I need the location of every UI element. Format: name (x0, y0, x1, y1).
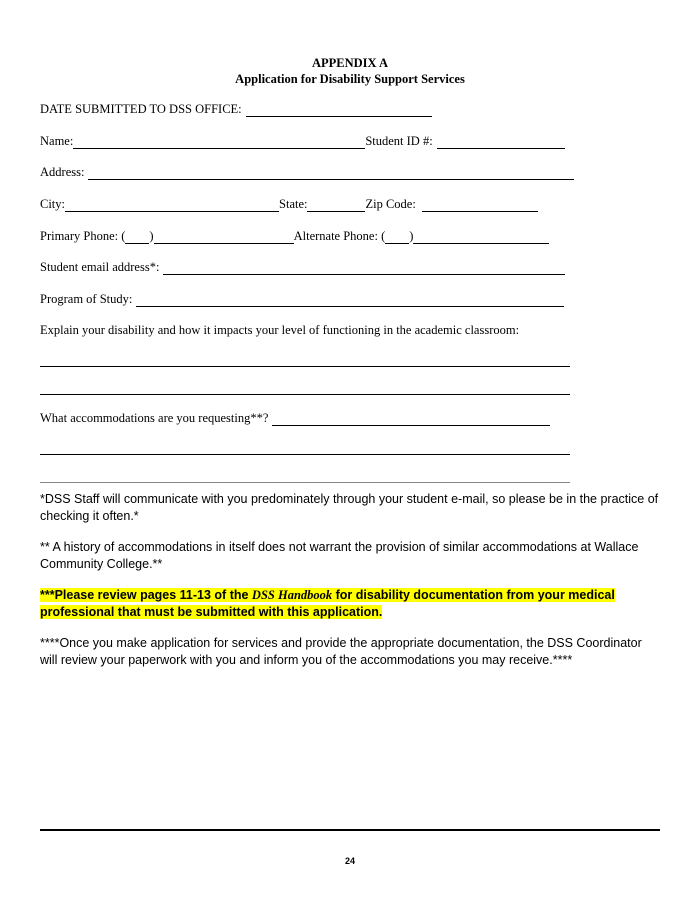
date-submitted-row (40, 99, 432, 117)
city-label: City: (40, 197, 66, 211)
documentation-note-highlight (40, 588, 615, 602)
documentation-note-line2: professional that must be submitted with this application. (40, 605, 383, 619)
alternate-phone-label: Alternate Phone: ( (293, 229, 386, 243)
documentation-note-line1-end: for disability documentation from your medical (332, 588, 615, 602)
primary-area-code-field[interactable] (125, 230, 149, 244)
program-row (40, 289, 564, 307)
explain-label: Explain your disability and how it impacts your level of functioning in the academic classroom: (40, 323, 520, 337)
alternate-paren-close: ) (409, 229, 414, 243)
name-field[interactable] (73, 135, 365, 149)
accommodations-field[interactable] (272, 412, 550, 426)
review-note: ****Once you make application for services and provide the appropriate documentation, the DSS Coordinator will review your paperwork with you and inform you of the accommodations you may receive.**** (40, 636, 642, 667)
program-label: Program of Study: (40, 292, 133, 306)
email-row (40, 257, 565, 275)
address-label: Address: (40, 165, 85, 179)
name-row (40, 131, 565, 149)
address-row (40, 162, 574, 180)
phone-row (40, 226, 549, 244)
accommodation-history-note: ** A history of accommodations in itself does not warrant the provision of similar accommodations at Wallace Community College.** (40, 540, 639, 571)
primary-phone-field[interactable] (154, 230, 294, 244)
accommodations-line-1[interactable] (40, 454, 570, 455)
documentation-note-start: ***Please review pages 11-13 of the (40, 588, 252, 602)
primary-phone-label: Primary Phone: ( (40, 229, 126, 243)
date-submitted-label: DATE SUBMITTED TO DSS OFFICE: (40, 102, 242, 116)
form-title: Application for Disability Support Services (235, 72, 465, 86)
primary-paren-close: ) (149, 229, 154, 243)
email-field[interactable] (163, 261, 565, 275)
program-field[interactable] (136, 293, 564, 307)
date-submitted-field[interactable] (246, 103, 432, 117)
appendix-title: APPENDIX A (311, 56, 389, 70)
zip-field[interactable] (422, 198, 538, 212)
city-field[interactable] (65, 198, 279, 212)
state-label: State: (279, 197, 308, 211)
alternate-phone-field[interactable] (413, 230, 549, 244)
email-note: *DSS Staff will communicate with you predominately through your student e-mail, so please be in the practice of checking it often.* (40, 492, 659, 523)
state-field[interactable] (307, 198, 365, 212)
student-id-label: Student ID #: (365, 134, 433, 148)
email-label: Student email address*: (40, 260, 160, 274)
dss-handbook-title: DSS Handbook (251, 588, 333, 602)
student-id-field[interactable] (437, 135, 565, 149)
explain-line-1[interactable] (40, 366, 570, 367)
accommodations-line-2[interactable] (40, 482, 570, 483)
name-label: Name: (40, 134, 74, 148)
page-number: 24 (344, 856, 355, 866)
footer-rule (40, 829, 660, 831)
explain-line-2[interactable] (40, 394, 570, 395)
city-state-zip-row (40, 194, 538, 212)
address-field[interactable] (88, 166, 574, 180)
alternate-area-code-field[interactable] (385, 230, 409, 244)
zip-label: Zip Code: (365, 197, 416, 211)
accommodations-label: What accommodations are you requesting**? (40, 411, 269, 425)
explain-row (40, 320, 519, 338)
documentation-note (40, 587, 660, 621)
accommodations-row (40, 408, 550, 426)
